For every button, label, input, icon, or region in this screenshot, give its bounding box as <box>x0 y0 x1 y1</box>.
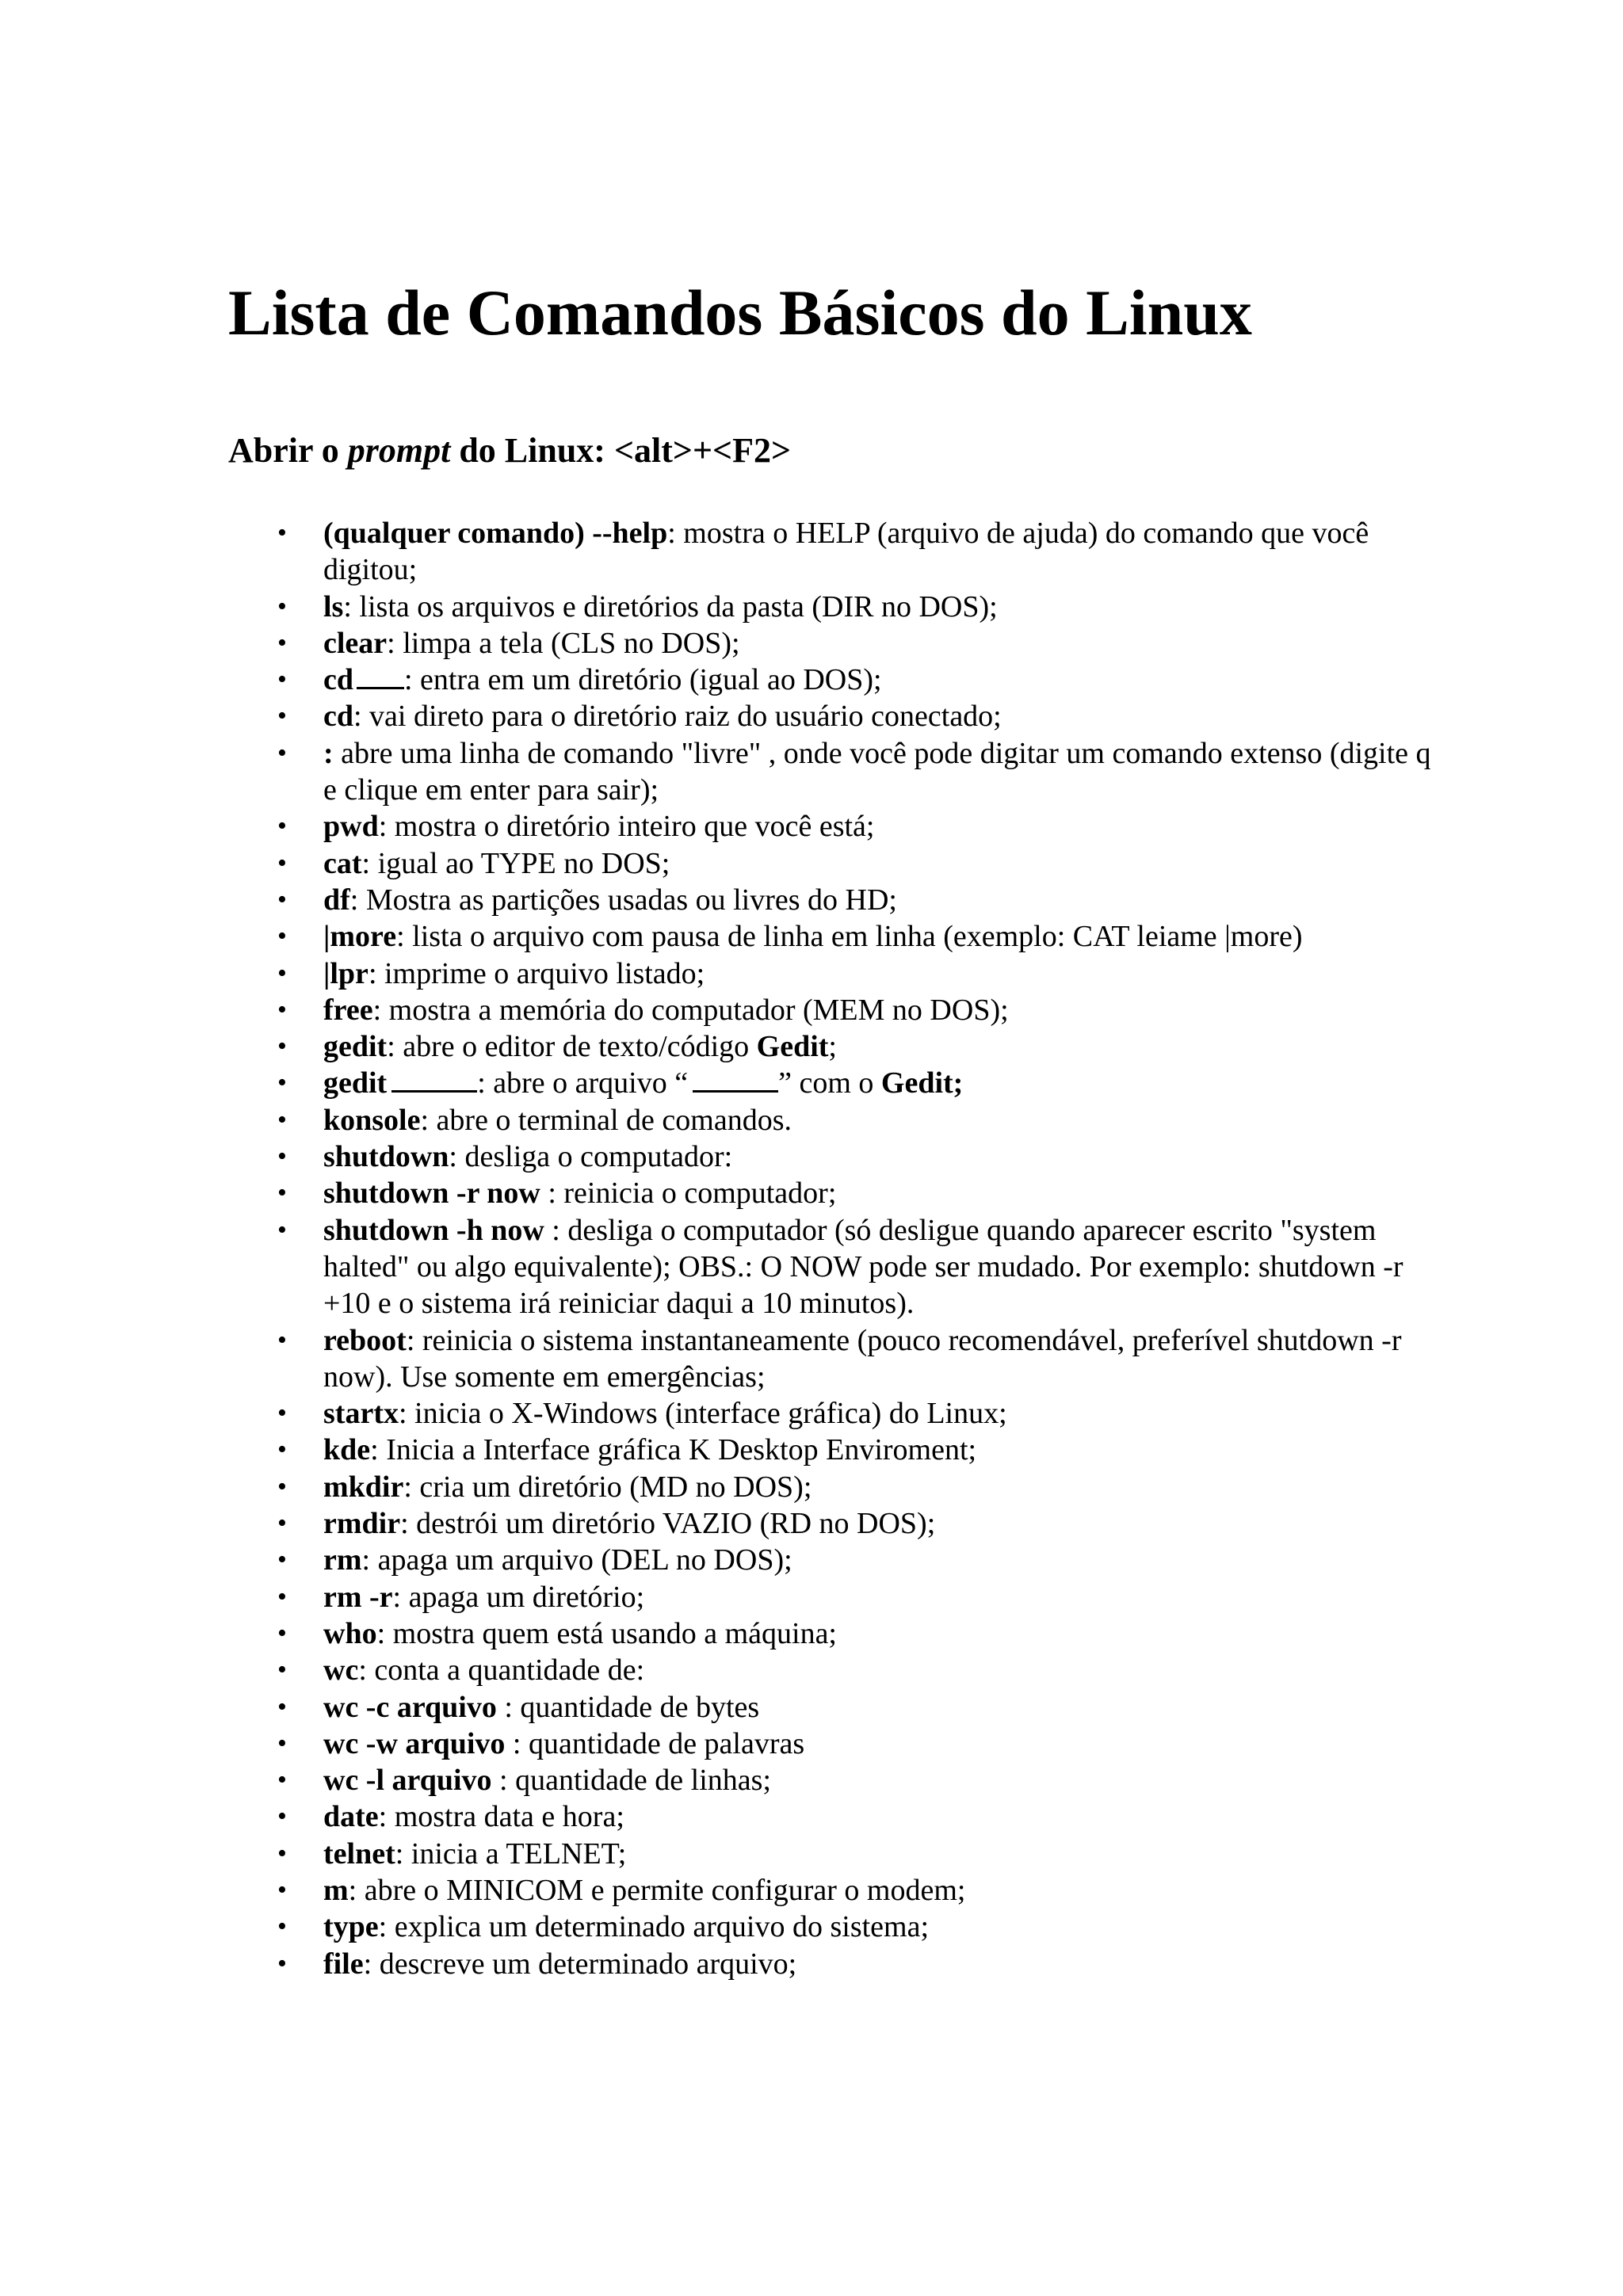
command-description: : abre o arquivo “ <box>477 1066 689 1100</box>
command-description: : descreve um determinado arquivo; <box>363 1947 797 1981</box>
command-name: kde <box>323 1433 371 1467</box>
command-name: rmdir <box>323 1507 401 1541</box>
command-description: : quantidade de palavras <box>505 1726 805 1760</box>
command-description: : mostra o diretório inteiro que você está; <box>378 810 875 844</box>
command-name: konsole <box>323 1103 421 1137</box>
list-item <box>277 1579 1433 1615</box>
bullet-icon: • <box>277 1325 287 1355</box>
command-name: reboot <box>323 1323 407 1357</box>
command-name: pwd <box>323 810 379 844</box>
command-description: : destrói um diretório VAZIO (RD no DOS); <box>400 1507 936 1541</box>
command-name: wc -w arquivo <box>323 1726 506 1760</box>
list-item <box>277 955 1433 992</box>
command-description-end: ” com o <box>778 1066 881 1100</box>
command-description: : apaga um diretório; <box>392 1580 645 1614</box>
command-name: cd <box>323 700 353 734</box>
command-name: gedit <box>323 1030 388 1064</box>
bullet-icon: • <box>277 1655 287 1685</box>
list-item <box>277 625 1433 662</box>
bullet-icon: • <box>277 994 287 1024</box>
list-item <box>277 882 1433 918</box>
list-item <box>277 1028 1433 1065</box>
command-name: df <box>323 883 350 917</box>
list-item <box>277 735 1433 809</box>
command-description: : quantidade de bytes <box>496 1690 760 1724</box>
command-name: file <box>323 1947 364 1981</box>
list-item <box>277 1505 1433 1542</box>
section-heading-emphasis: prompt <box>347 431 451 470</box>
list-item <box>277 1542 1433 1578</box>
command-name: ls <box>323 589 344 624</box>
list-item <box>277 1469 1433 1505</box>
blank-underline <box>391 1066 477 1093</box>
section-heading-post: do Linux: <alt>+<F2> <box>450 431 792 470</box>
bullet-icon: • <box>277 591 287 621</box>
bullet-icon: • <box>277 1691 287 1722</box>
command-description: : desliga o computador (só desligue quando aparecer escrito "system halted" ou algo equivalente); OBS.: O NOW pode ser mudado. Por exemplo: shutdown -r +10 e o sistema irá reiniciar daqui a 10 minutos). <box>323 1213 1403 1321</box>
command-name: clear <box>323 626 388 660</box>
bullet-icon: • <box>277 1875 287 1905</box>
list-item <box>277 515 1433 589</box>
command-name: shutdown <box>323 1140 449 1174</box>
command-description: : lista os arquivos e diretórios da pasta (DIR no DOS); <box>343 589 998 624</box>
command-description: : lista o arquivo com pausa de linha em linha (exemplo: CAT leiame |more) <box>396 920 1303 954</box>
command-description: : mostra quem está usando a máquina; <box>376 1616 837 1650</box>
command-description: : inicia o X-Windows (interface gráfica) do Linux; <box>398 1397 1007 1431</box>
command-description: : explica um determinado arquivo do sistema; <box>378 1910 930 1944</box>
command-name: startx <box>323 1397 399 1431</box>
command-description: : abre o editor de texto/código <box>387 1030 757 1064</box>
bullet-icon: • <box>277 701 287 731</box>
command-name: who <box>323 1616 377 1650</box>
command-description-end: ; <box>828 1030 837 1064</box>
app-name: Gedit; <box>880 1066 964 1100</box>
command-description: : entra em um diretório (igual ao DOS); <box>404 663 882 697</box>
command-name: shutdown -h now <box>323 1213 544 1247</box>
command-name: : <box>323 736 334 770</box>
command-description: abre uma linha de comando "livre" , onde você pode digitar um comando extenso (digite q e clique em enter para sair); <box>323 736 1431 807</box>
command-name: (qualquer comando) --help <box>323 517 668 550</box>
list-item <box>277 589 1433 625</box>
bullet-icon: • <box>277 1142 287 1172</box>
command-description: : limpa a tela (CLS no DOS); <box>387 626 740 660</box>
bullet-icon: • <box>277 1802 287 1832</box>
bullet-icon: • <box>277 1838 287 1868</box>
command-description: : reinicia o sistema instantaneamente (pouco recomendável, preferível shutdown -r now). Use somente em emergências; <box>323 1323 1402 1394</box>
list-item <box>277 1909 1433 1945</box>
command-name: telnet <box>323 1836 395 1871</box>
bullet-icon: • <box>277 921 287 952</box>
command-description: : abre o MINICOM e permite configurar o modem; <box>348 1873 966 1907</box>
command-description: : inicia a TELNET; <box>395 1836 627 1871</box>
list-item <box>277 808 1433 845</box>
command-description: : Mostra as partições usadas ou livres do HD; <box>349 883 897 917</box>
command-description: : igual ao TYPE no DOS; <box>361 846 670 880</box>
command-description: : abre o terminal de comandos. <box>420 1103 792 1137</box>
list-item <box>277 1762 1433 1798</box>
page-title: Lista de Comandos Básicos do Linux <box>228 277 1252 349</box>
command-name: mkdir <box>323 1470 404 1504</box>
command-description: : imprime o arquivo listado; <box>368 956 705 990</box>
blank-underline <box>357 663 404 689</box>
list-item <box>277 1065 1433 1101</box>
app-name: Gedit <box>756 1030 829 1064</box>
command-name: rm <box>323 1543 362 1577</box>
command-description: : apaga um arquivo (DEL no DOS); <box>361 1543 792 1577</box>
list-item <box>277 1946 1433 1982</box>
bullet-icon: • <box>277 1068 287 1098</box>
command-name: free <box>323 993 373 1027</box>
command-description: : conta a quantidade de: <box>358 1653 645 1688</box>
command-description: : desliga o computador: <box>449 1140 733 1174</box>
command-name: cat <box>323 846 362 880</box>
command-description: : mostra a memória do computador (MEM no DOS); <box>372 993 1009 1027</box>
bullet-icon: • <box>277 1104 287 1135</box>
bullet-icon: • <box>277 1471 287 1501</box>
list-item <box>277 918 1433 955</box>
list-item <box>277 1138 1433 1175</box>
bullet-icon: • <box>277 1508 287 1539</box>
command-name: wc -l arquivo <box>323 1764 492 1798</box>
command-list <box>277 515 1433 1982</box>
bullet-icon: • <box>277 884 287 914</box>
bullet-icon: • <box>277 665 287 695</box>
command-name: wc -c arquivo <box>323 1690 497 1724</box>
command-name: date <box>323 1800 379 1834</box>
list-item <box>277 1652 1433 1688</box>
bullet-icon: • <box>277 1728 287 1758</box>
command-description: : vai direto para o diretório raiz do usuário conectado; <box>353 700 1002 734</box>
bullet-icon: • <box>277 1215 287 1245</box>
list-item <box>277 1322 1433 1396</box>
list-item <box>277 845 1433 882</box>
list-item <box>277 1726 1433 1762</box>
list-item <box>277 1395 1433 1432</box>
list-item <box>277 1615 1433 1652</box>
list-item <box>277 1212 1433 1322</box>
bullet-icon: • <box>277 958 287 988</box>
list-item <box>277 1836 1433 1872</box>
command-name: wc <box>323 1653 359 1688</box>
list-item <box>277 1102 1433 1138</box>
command-description: : mostra o HELP (arquivo de ajuda) do comando que você digitou; <box>323 517 1369 587</box>
command-name: type <box>323 1910 379 1944</box>
list-item <box>277 992 1433 1028</box>
list-item <box>277 1432 1433 1468</box>
bullet-icon: • <box>277 1435 287 1465</box>
bullet-icon: • <box>277 1032 287 1062</box>
command-description: : Inicia a Interface gráfica K Desktop Enviroment; <box>370 1433 977 1467</box>
section-heading <box>228 430 791 472</box>
bullet-icon: • <box>277 738 287 768</box>
bullet-icon: • <box>277 811 287 841</box>
command-description: : reinicia o computador; <box>540 1177 837 1211</box>
command-description: : quantidade de linhas; <box>491 1764 771 1798</box>
list-item <box>277 1798 1433 1835</box>
command-name: cd <box>323 663 353 697</box>
bullet-icon: • <box>277 1765 287 1795</box>
command-description: : cria um diretório (MD no DOS); <box>403 1470 812 1504</box>
bullet-icon: • <box>277 1618 287 1648</box>
command-name: |more <box>323 920 397 954</box>
list-item <box>277 1175 1433 1211</box>
list-item <box>277 662 1433 698</box>
bullet-icon: • <box>277 627 287 658</box>
bullet-icon: • <box>277 1948 287 1978</box>
bullet-icon: • <box>277 1545 287 1575</box>
command-description: : mostra data e hora; <box>378 1800 624 1834</box>
blank-underline <box>693 1066 778 1093</box>
command-name: shutdown -r now <box>323 1177 540 1211</box>
list-item <box>277 1689 1433 1726</box>
command-name: m <box>323 1873 349 1907</box>
command-name: |lpr <box>323 956 369 990</box>
list-item <box>277 1872 1433 1909</box>
command-name: rm -r <box>323 1580 393 1614</box>
bullet-icon: • <box>277 1178 287 1208</box>
command-name: gedit <box>323 1066 388 1100</box>
section-heading-pre: Abrir o <box>228 431 348 470</box>
bullet-icon: • <box>277 1581 287 1611</box>
bullet-icon: • <box>277 848 287 878</box>
bullet-icon: • <box>277 1398 287 1428</box>
bullet-icon: • <box>277 518 287 547</box>
bullet-icon: • <box>277 1912 287 1942</box>
list-item <box>277 698 1433 734</box>
